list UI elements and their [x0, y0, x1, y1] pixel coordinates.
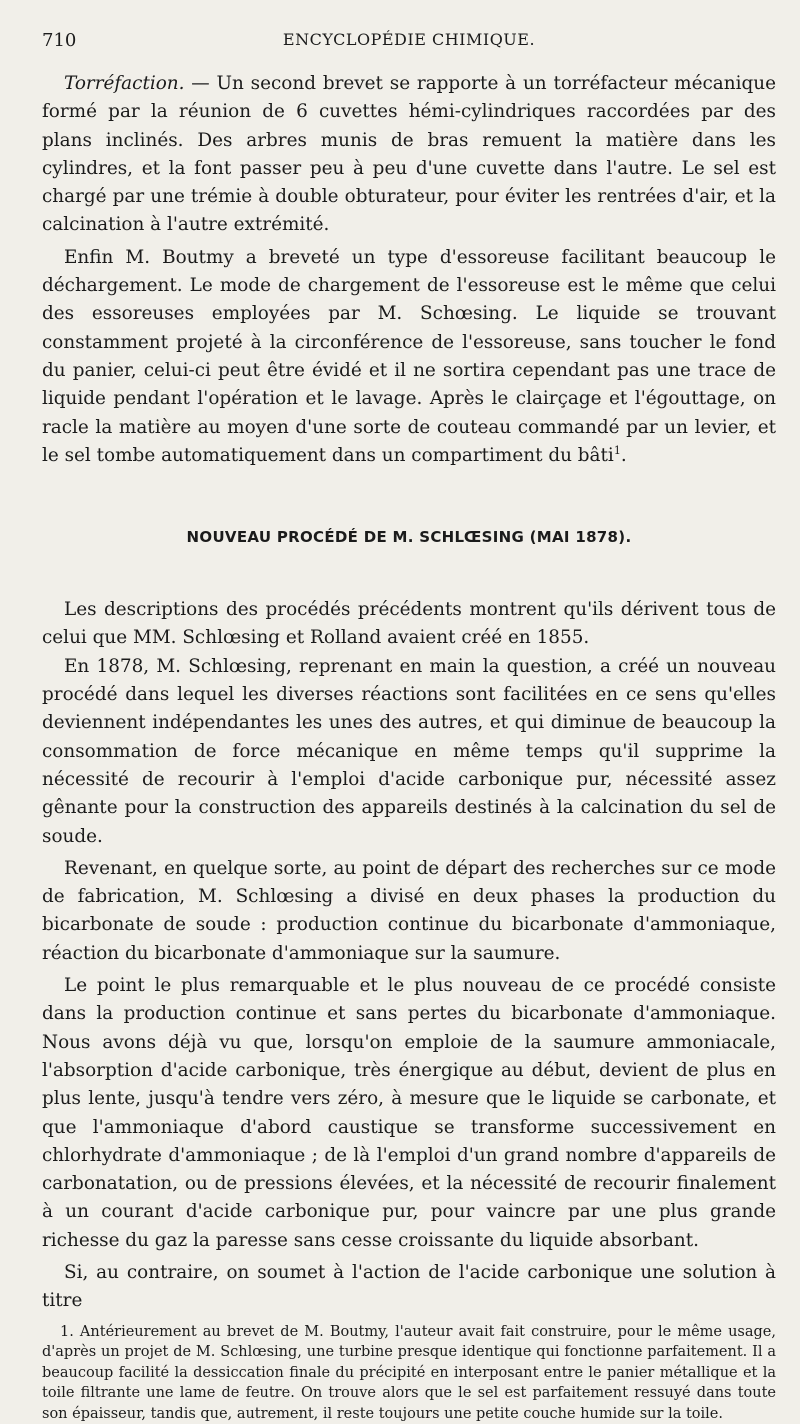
- paragraph-le-point: Le point le plus remarquable et le plus nouveau de ce procédé consiste dans la production continue et sans pertes du bicarbonate d'ammoniaque. Nous avons déjà vu que, lorsqu'on emploie de la saumure ammoniacale, l'absorption d'acide carbonique, très énergique au début, devient de plus en plus lente, jusqu'à tendre vers zéro, à mesure que le liquide se carbonate, et que l'ammoniaque d'abord caustique se transforme successivement en chlorhydrate d'ammoniaque ; de là l'emploi d'un grand nombre d'appareils de carbonatation, ou de pressions élevées, et la nécessité de recourir finalement à un courant d'acide carbonique pur, pour vaincre par une plus grande richesse du gaz la paresse sans cesse croissante du liquide absorbant.: [42, 975, 776, 1251]
- torrefaction-term: Torréfaction.: [64, 73, 185, 94]
- footnote: [42, 1322, 776, 1424]
- torrefaction-body: — Un second brevet se rapporte à un torréfacteur mécanique formé par la réunion de 6 cuvettes hémi-cylindriques raccordées par des plans inclinés. Des arbres munis de bras remuent la matière dans les cylindres, et la font passer peu à peu d'une cuvette dans l'autre. Le sel est chargé par une trémie à double obturateur, pour éviter les rentrées d'air, et la calcination à l'autre extrémité.: [42, 73, 776, 236]
- paragraph-revenant: Revenant, en quelque sorte, au point de départ des recherches sur ce mode de fabrication, M. Schlœsing a divisé en deux phases la production du bicarbonate de soude : production continue du bicarbonate d'ammoniaque, réaction du bicarbonate d'ammoniaque sur la saumure.: [42, 857, 776, 964]
- paragraph-torrefaction: [42, 70, 776, 240]
- footnote-marker: 1.: [60, 1323, 74, 1340]
- section-heading: NOUVEAU PROCÉDÉ DE M. SCHLŒSING (MAI 1878).: [186, 528, 632, 547]
- page: [42, 22, 776, 1424]
- paragraph-en-1878: En 1878, M. Schlœsing, reprenant en main la question, a créé un nouveau procédé dans lequel les diverses réactions sont facilitées en ce sens qu'elles deviennent indépendantes les unes des autres, et qui diminue de beaucoup la consommation de force mécanique en même temps qu'il supprime la nécessité de recourir à l'emploi d'acide carbonique pur, nécessité assez gênante pour la construction des appareils destinés à la calcination du sel de soude.: [42, 655, 776, 847]
- boutmy-end: .: [620, 444, 627, 466]
- paragraph-boutmy: [42, 244, 776, 470]
- paragraph-descriptions: Les descriptions des procédés précédents montrent qu'ils dérivent tous de celui que MM. Schlœsing et Rolland avaient créé en 1855.: [42, 599, 776, 649]
- boutmy-text: Enfin M. Boutmy a breveté un type d'essoreuse facilitant beaucoup le déchargement. Le mode de chargement de l'essoreuse est le même que celui des essoreuses employées par M. Schœsing. Le liquide se trouvant constamment projeté à la circonférence de l'essoreuse, sans toucher le fond du panier, celui-ci peut être évidé et il ne sortira cependant pas une trace de liquide pendant l'opération et le lavage. Après le clairçage et l'égouttage, on racle la matière au moyen d'une sorte de couteau commandé par un levier, et le sel tombe automatiquement dans un compartiment du bâti: [42, 246, 776, 466]
- footnote-text: Antérieurement au brevet de M. Boutmy, l'auteur avait fait construire, pour le même usage, d'après un projet de M. Schlœsing, une turbine presque identique qui fonctionne parfaitement. Il a beaucoup facilité la dessiccation finale du précipité en interposant entre le panier métallique et la toile filtrante une lame de feutre. On trouve alors que le sel est parfaitement ressuyé dans toute son épaisseur, tandis que, autrement, il reste toujours une petite couche humide sur la toile.: [42, 1323, 776, 1422]
- page-header: [42, 22, 776, 52]
- footnote-reference: 1: [613, 443, 621, 457]
- running-title: ENCYCLOPÉDIE CHIMIQUE.: [282, 30, 536, 49]
- paragraph-si-au-contraire: Si, au contraire, on soumet à l'action de l'acide carbonique une solution à titre: [42, 1261, 776, 1312]
- page-number: 710: [42, 30, 77, 51]
